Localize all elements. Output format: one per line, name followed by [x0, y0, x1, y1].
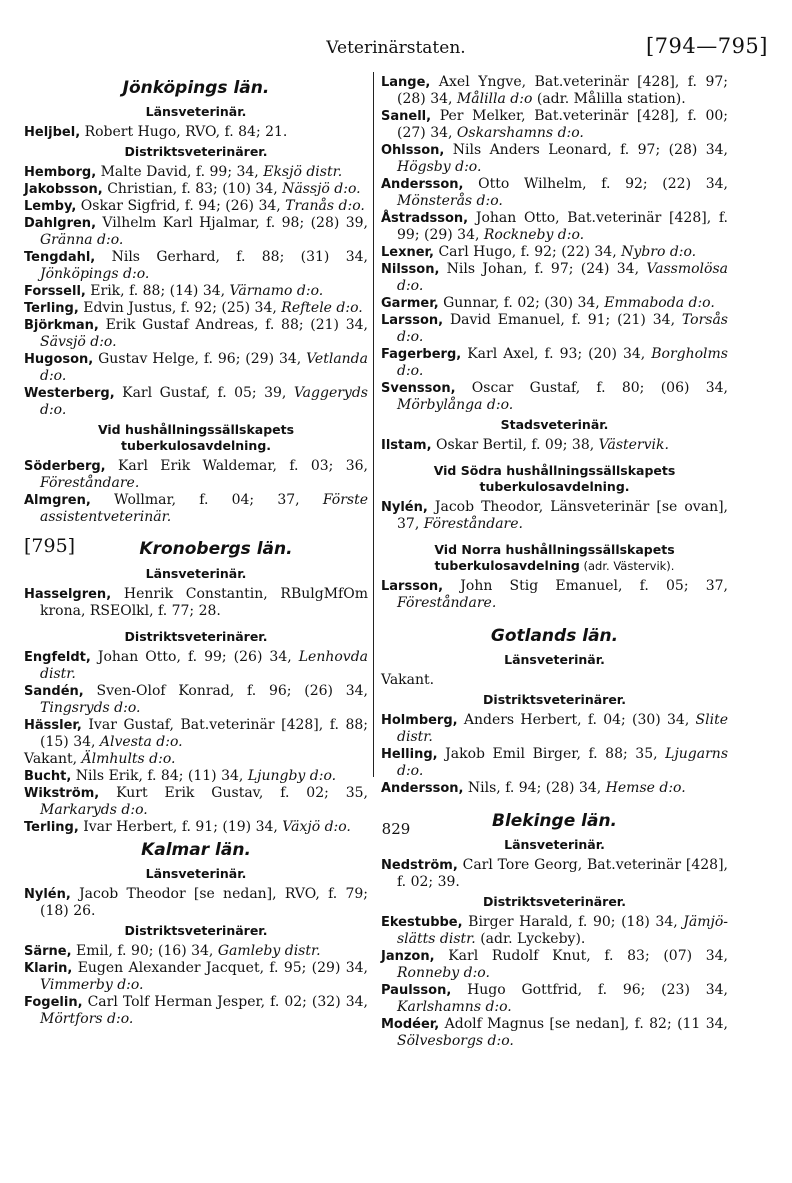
- entry-surname: Nedström,: [381, 858, 458, 873]
- entry-place: Västervik.: [598, 437, 669, 453]
- register-entry: [24, 785, 368, 819]
- entry-place: Alvesta d:o.: [99, 734, 183, 750]
- entry-surname: Heljbel,: [24, 125, 81, 140]
- entry-place: Vaggeryds d:o.: [40, 385, 368, 418]
- entry-details: Ivar Herbert, f. 91; (19) 34,: [78, 819, 283, 835]
- entry-list: [24, 164, 368, 419]
- entry-place: Ronneby d:o.: [397, 965, 490, 981]
- entry-list: [381, 499, 728, 533]
- entry-details: Oscar Gustaf, f. 80; (06) 34,: [455, 380, 728, 396]
- entry-details: Jacob Theodor [se nedan], RVO, f. 79; (18) 26.: [40, 886, 368, 919]
- register-entry: [24, 492, 368, 526]
- entry-place: Borgholms d:o.: [397, 346, 728, 379]
- entry-details: Johan Otto, f. 99; (26) 34,: [90, 649, 299, 665]
- entry-surname: Engfeldt,: [24, 650, 91, 665]
- register-entry: [381, 578, 728, 612]
- entry-details: Nils Anders Leonard, f. 97; (28) 34,: [444, 142, 728, 158]
- register-entry: [24, 181, 368, 198]
- entry-place: Värnamo d:o.: [229, 283, 324, 299]
- register-entry: [381, 261, 728, 295]
- entry-place: Målilla d:o: [456, 91, 533, 107]
- entry-tail: (adr. Lyckeby).: [475, 931, 586, 947]
- register-entry: [24, 385, 368, 419]
- register-entry: [381, 210, 728, 244]
- register-entry: [24, 283, 368, 300]
- entry-surname: Larsson,: [381, 579, 444, 594]
- entry-details: Malte David, f. 99; 34,: [96, 164, 264, 180]
- entry-details: Christian, f. 83; (10) 34,: [102, 181, 283, 197]
- entry-details: Otto Wilhelm, f. 92; (22) 34,: [463, 176, 728, 192]
- entry-list: [24, 649, 368, 836]
- entry-place: Markaryds d:o.: [40, 802, 148, 818]
- register-entry: [24, 649, 368, 683]
- entry-details: Erik Gustaf Andreas, f. 88; (21) 34,: [98, 317, 368, 333]
- entry-surname: Lange,: [381, 75, 431, 90]
- entry-details: Per Melker, Bat.veterinär [428], f. 00; (27) 34,: [397, 108, 728, 141]
- entry-place: Föreståndare.: [397, 595, 497, 611]
- entry-surname: Särne,: [24, 944, 72, 959]
- entry-surname: Wikström,: [24, 786, 100, 801]
- register-entry: [381, 142, 728, 176]
- entry-place: Vetlanda d:o.: [40, 351, 368, 384]
- register-entry: [24, 768, 368, 785]
- entry-surname: Svensson,: [381, 381, 456, 396]
- entry-place: Jämjö-slätts distr.: [397, 914, 728, 947]
- entry-surname: Lexner,: [381, 245, 434, 260]
- entry-list: [381, 712, 728, 797]
- register-entry: [381, 499, 728, 533]
- section-heading: Distriktsveterinärer.: [124, 629, 268, 644]
- entry-list: [24, 458, 368, 526]
- entry-place: Jönköpings d:o.: [40, 266, 150, 282]
- entry-details: Carl Tolf Herman Jesper, f. 02; (32) 34,: [82, 994, 368, 1010]
- register-entry: [24, 249, 368, 283]
- page-range: [794—795]: [645, 34, 768, 58]
- entry-surname: Modéer,: [381, 1017, 440, 1032]
- register-entry: [381, 108, 728, 142]
- entry-surname: Dahlgren,: [24, 216, 97, 231]
- register-entry: [24, 198, 368, 215]
- entry-details: John Stig Emanuel, f. 05; 37,: [443, 578, 728, 594]
- vacant-entry: Vakant.: [381, 672, 435, 688]
- entry-place: Förste assistentveterinär.: [40, 492, 368, 525]
- entry-place: Emmaboda d:o.: [604, 295, 715, 311]
- entry-details: David Emanuel, f. 91; (21) 34,: [443, 312, 682, 328]
- entry-surname: Fagerberg,: [381, 347, 462, 362]
- entry-list: [381, 74, 728, 414]
- entry-place: Högsby d:o.: [397, 159, 482, 175]
- entry-surname: Nylén,: [24, 887, 71, 902]
- register-entry: [381, 948, 728, 982]
- entry-surname: Björkman,: [24, 318, 99, 333]
- entry-list: [381, 578, 728, 612]
- register-entry: [381, 176, 728, 210]
- register-entry: [24, 164, 368, 181]
- entry-surname: Nylén,: [381, 500, 428, 515]
- entry-surname: Ohlsson,: [381, 143, 445, 158]
- entry-list: [24, 886, 368, 920]
- register-entry: [381, 295, 728, 312]
- entry-surname: Paulsson,: [381, 983, 452, 998]
- entry-place: Karlshamns d:o.: [397, 999, 512, 1015]
- entry-place: Vassmolösa d:o.: [397, 261, 728, 294]
- entry-details: Robert Hugo, RVO, f. 84; 21.: [80, 124, 288, 140]
- entry-details: Carl Tore Georg, Bat.veterinär [428], f. 02; 39.: [397, 857, 728, 890]
- entry-details: Anders Herbert, f. 04; (30) 34,: [457, 712, 696, 728]
- register-entry: [24, 943, 368, 960]
- running-title: Veterinärstaten.: [326, 38, 466, 58]
- register-entry: [24, 994, 368, 1028]
- entry-details: Gunnar, f. 02; (30) 34,: [438, 295, 605, 311]
- register-entry: [381, 712, 728, 746]
- entry-details: Eugen Alexander Jacquet, f. 95; (29) 34,: [72, 960, 368, 976]
- entry-place: Nässjö d:o.: [282, 181, 361, 197]
- entry-list: [24, 943, 368, 1028]
- register-entry: [381, 746, 728, 780]
- entry-surname: Helling,: [381, 747, 438, 762]
- register-entry: [381, 437, 728, 454]
- register-entry: [24, 751, 368, 768]
- entry-list: [381, 914, 728, 1050]
- entry-details: Nils Erik, f. 84; (11) 34,: [71, 768, 248, 784]
- section-heading: Distriktsveterinärer.: [124, 923, 268, 938]
- register-entry: [381, 982, 728, 1016]
- entry-details: Emil, f. 90; (16) 34,: [71, 943, 218, 959]
- entry-surname: Westerberg,: [24, 386, 115, 401]
- register-entry: [381, 914, 728, 948]
- entry-place: Växjö d:o.: [282, 819, 351, 835]
- entry-details: Erik, f. 88; (14) 34,: [85, 283, 230, 299]
- entry-place: Tranås d:o.: [285, 198, 365, 214]
- entry-details: Karl Rudolf Knut, f. 83; (07) 34,: [434, 948, 728, 964]
- entry-details: Henrik Constantin, RBulgMfOm krona, RSEOlkl, f. 77; 28.: [40, 586, 368, 619]
- entry-details: Jakob Emil Birger, f. 88; 35,: [437, 746, 666, 762]
- entry-surname: Ilstam,: [381, 438, 432, 453]
- entry-place: Älmhults d:o.: [81, 751, 176, 767]
- entry-details: Karl Axel, f. 93; (20) 34,: [461, 346, 652, 362]
- entry-surname: Hemborg,: [24, 165, 97, 180]
- entry-place: Ljugarns d:o.: [397, 746, 728, 779]
- entry-place: Mörtfors d:o.: [40, 1011, 134, 1027]
- county-title-gotland: Gotlands län.: [490, 626, 619, 646]
- entry-details: Edvin Justus, f. 92; (25) 34,: [78, 300, 282, 316]
- entry-details: Nils, f. 94; (28) 34,: [463, 780, 606, 796]
- register-entry: [24, 886, 368, 920]
- entry-surname: Garmer,: [381, 296, 439, 311]
- register-entry: [24, 351, 368, 385]
- register-entry: [381, 857, 728, 891]
- section-heading: Länsveterinär.: [145, 866, 247, 881]
- entry-place: Reftele d:o.: [281, 300, 363, 316]
- register-entry: [24, 717, 368, 751]
- register-entry: [24, 317, 368, 351]
- entry-surname: Terling,: [24, 820, 79, 835]
- register-entry: [381, 380, 728, 414]
- entry-details: Karl Gustaf, f. 05; 39,: [114, 385, 294, 401]
- entry-place: Rockneby d:o.: [483, 227, 585, 243]
- entry-surname: Jakobsson,: [24, 182, 103, 197]
- section-heading: Länsveterinär.: [504, 652, 605, 667]
- entry-details: Sven-Olof Konrad, f. 96; (26) 34,: [83, 683, 368, 699]
- county-row-kronoberg: [24, 535, 368, 560]
- entry-surname: Söderberg,: [24, 459, 106, 474]
- entry-surname: Ekestubbe,: [381, 915, 463, 930]
- entry-details: Axel Yngve, Bat.veterinär [428], f. 97; (28) 34,: [397, 74, 728, 107]
- register-entry: [24, 683, 368, 717]
- entry-details: Hugo Gottfrid, f. 96; (23) 34,: [451, 982, 728, 998]
- entry-details: Vakant,: [24, 751, 82, 767]
- section-heading: Länsveterinär.: [504, 837, 605, 852]
- register-entry: [381, 74, 728, 108]
- entry-surname: Hugoson,: [24, 352, 94, 367]
- entry-details: Vilhelm Karl Hjalmar, f. 98; (28) 39,: [96, 215, 368, 231]
- register-entry: [381, 780, 728, 797]
- register-entry: [24, 215, 368, 249]
- entry-list: [24, 124, 368, 141]
- entry-surname: Terling,: [24, 301, 79, 316]
- section-heading: Vid Södra hushållningssällskapets tuberkulosavdelning.: [433, 463, 676, 494]
- entry-surname: Holmberg,: [381, 713, 458, 728]
- column-divider: [373, 72, 374, 777]
- entry-details: Karl Erik Waldemar, f. 03; 36,: [105, 458, 368, 474]
- page-header: [24, 34, 768, 64]
- entry-place: Lenhovda distr.: [40, 649, 368, 682]
- entry-surname: Larsson,: [381, 313, 444, 328]
- entry-place: Eksjö distr.: [263, 164, 343, 180]
- entry-surname: Bucht,: [24, 769, 72, 784]
- entry-place: Ljungby d:o.: [247, 768, 337, 784]
- entry-place: Tingsryds d:o.: [40, 700, 141, 716]
- left-column: [24, 74, 368, 1028]
- entry-surname: Hässler,: [24, 718, 82, 733]
- heading-address: (adr. Västervik).: [579, 559, 675, 573]
- entry-details: Wollmar, f. 04; 37,: [90, 492, 323, 508]
- entry-list: [381, 857, 728, 891]
- entry-surname: Hasselgren,: [24, 587, 112, 602]
- entry-details: Kurt Erik Gustav, f. 02; 35,: [99, 785, 368, 801]
- entry-details: Gustav Helge, f. 96; (29) 34,: [93, 351, 307, 367]
- county-title-kalmar: Kalmar län.: [141, 840, 251, 860]
- entry-tail: (adr. Målilla station).: [532, 91, 686, 107]
- entry-place: Gamleby distr.: [217, 943, 321, 959]
- section-heading: Vid hushållningssällskapets tuberkulosavdelning.: [97, 422, 295, 453]
- right-column: [381, 74, 728, 1050]
- entry-details: Ivar Gustaf, Bat.veterinär [428], f. 88; (15) 34,: [40, 717, 368, 750]
- entry-surname: Sanell,: [381, 109, 432, 124]
- entry-place: Sävsjö d:o.: [40, 334, 117, 350]
- entry-place: Gränna d:o.: [40, 232, 124, 248]
- entry-surname: Lemby,: [24, 199, 77, 214]
- entry-place: Sölvesborgs d:o.: [397, 1033, 514, 1049]
- register-entry: [24, 586, 368, 620]
- entry-surname: Fogelin,: [24, 995, 83, 1010]
- county-title-blekinge: Blekinge län.: [491, 811, 618, 831]
- entry-surname: Forssell,: [24, 284, 86, 299]
- register-entry: [381, 1016, 728, 1050]
- entry-surname: Sandén,: [24, 684, 84, 699]
- entry-place: Nybro d:o.: [621, 244, 697, 260]
- entry-details: Jacob Theodor, Länsveterinär [se ovan], 37,: [397, 499, 728, 532]
- entry-surname: Klarin,: [24, 961, 73, 976]
- heading-text: Vid Norra hushållningssällskapets tuberkulosavdelning: [434, 542, 675, 573]
- register-entry: [24, 458, 368, 492]
- section-heading: Distriktsveterinärer.: [483, 692, 626, 707]
- county-title-kronoberg: Kronobergs län.: [139, 539, 293, 559]
- entry-details: Birger Harald, f. 90; (18) 34,: [462, 914, 684, 930]
- entry-place: Föreståndare.: [423, 516, 523, 532]
- entry-place: Torsås d:o.: [397, 312, 728, 345]
- entry-surname: Åstradsson,: [381, 211, 469, 226]
- entry-details: Nils Gerhard, f. 88; (31) 34,: [95, 249, 368, 265]
- register-entry: [381, 312, 728, 346]
- entry-surname: Almgren,: [24, 493, 91, 508]
- entry-details: Nils Johan, f. 97; (24) 34,: [439, 261, 647, 277]
- entry-surname: Janzon,: [381, 949, 435, 964]
- entry-surname: Nilsson,: [381, 262, 440, 277]
- entry-place: Slite distr.: [397, 712, 728, 745]
- entry-surname: Andersson,: [381, 781, 464, 796]
- entry-place: Mönsterås d:o.: [397, 193, 503, 209]
- entry-list: [24, 586, 368, 620]
- register-entry: [24, 300, 368, 317]
- county-title-jonkoping: Jönköpings län.: [122, 78, 270, 98]
- entry-details: Johan Otto, Bat.veterinär [428], f. 99; (29) 34,: [397, 210, 728, 243]
- page-marker: [795]: [24, 535, 76, 557]
- section-heading: Distriktsveterinärer.: [483, 894, 626, 909]
- entry-list: [381, 437, 728, 454]
- register-entry: [381, 346, 728, 380]
- section-heading: Länsveterinär.: [145, 566, 247, 581]
- entry-place: Oskarshamns d:o.: [456, 125, 584, 141]
- entry-details: Oskar Sigfrid, f. 94; (26) 34,: [76, 198, 286, 214]
- register-entry: [24, 124, 368, 141]
- entry-place: Föreståndare.: [40, 475, 140, 491]
- section-heading: Distriktsveterinärer.: [124, 144, 268, 159]
- section-heading: Länsveterinär.: [145, 104, 247, 119]
- entry-surname: Andersson,: [381, 177, 464, 192]
- entry-place: Vimmerby d:o.: [40, 977, 144, 993]
- entry-details: Carl Hugo, f. 92; (22) 34,: [434, 244, 622, 260]
- register-entry: [381, 244, 728, 261]
- entry-surname: Tengdahl,: [24, 250, 96, 265]
- section-heading: [381, 542, 728, 574]
- section-heading: Stadsveterinär.: [500, 417, 609, 432]
- entry-details: Oskar Bertil, f. 09; 38,: [431, 437, 599, 453]
- register-entry: [24, 960, 368, 994]
- entry-details: Adolf Magnus [se nedan], f. 82; (11 34,: [439, 1016, 728, 1032]
- page-number: 829: [381, 820, 411, 838]
- entry-place: Hemse d:o.: [605, 780, 686, 796]
- entry-place: Mörbylånga d:o.: [397, 397, 514, 413]
